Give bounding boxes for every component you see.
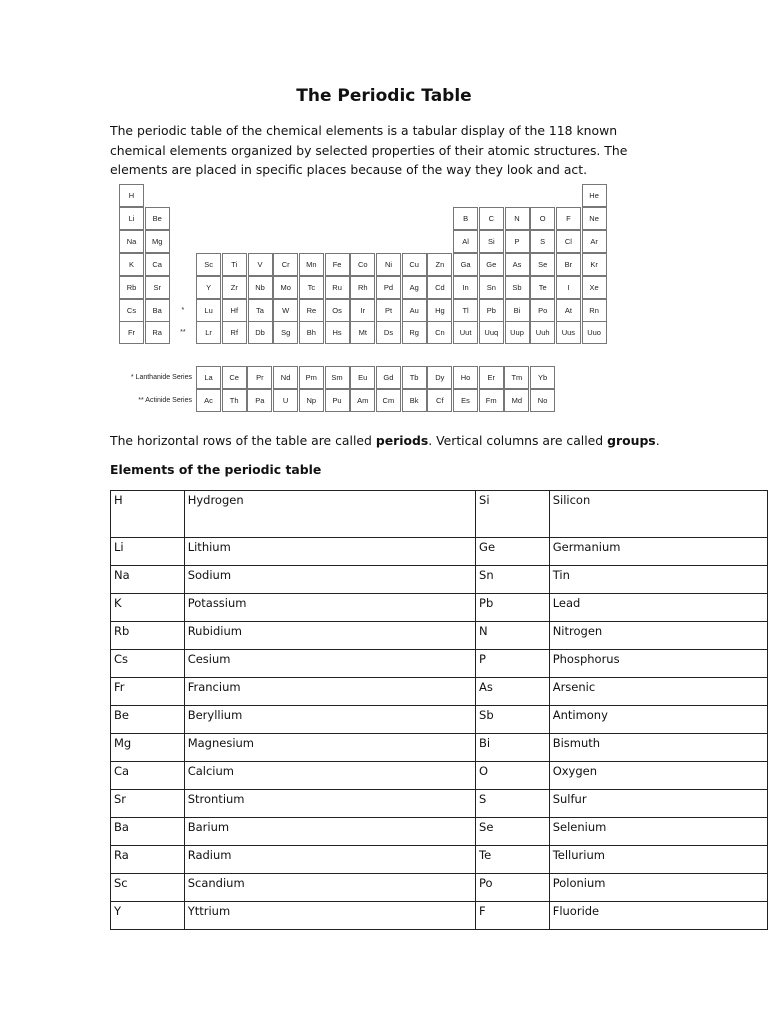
element-cell: Hg [427,299,452,322]
element-cell: B [453,207,478,230]
element-cell: Ag [402,276,427,299]
element-name: Silicon [549,491,767,538]
element-name: Rubidium [184,622,475,650]
element-name: Hydrogen [184,491,475,538]
element-cell: Br [556,253,581,276]
element-symbol: Be [111,706,185,734]
element-cell: Li [119,207,144,230]
element-name: Scandium [184,874,475,902]
element-cell: Cr [273,253,298,276]
element-cell: Rh [350,276,375,299]
element-cell: Uut [453,321,478,344]
element-cell: Uup [505,321,530,344]
element-name: Fluoride [549,902,767,930]
element-cell: Db [248,321,273,344]
actinide-cell: Pa [247,389,272,412]
element-cell: Fr [119,321,144,344]
lanthanide-cell: Pm [299,366,324,389]
actinide-cell: U [273,389,298,412]
element-cell: P [505,230,530,253]
element-symbol: Pb [476,594,550,622]
element-symbol: H [111,491,185,538]
element-name: Tellurium [549,846,767,874]
table-row [111,491,768,538]
elements-table [110,490,768,930]
element-cell: Na [119,230,144,253]
table-row [111,818,768,846]
actinide-cell: Md [504,389,529,412]
element-name: Tin [549,566,767,594]
lanthanide-cell: La [196,366,221,389]
element-name: Nitrogen [549,622,767,650]
lanthanide-series-label: * Lanthanide Series [130,374,192,381]
element-cell: Tc [299,276,324,299]
element-symbol: Mg [111,734,185,762]
element-symbol: As [476,678,550,706]
element-name: Lithium [184,538,475,566]
page-title: The Periodic Table [296,86,472,106]
element-name: Yttrium [184,902,475,930]
element-cell: Ge [479,253,504,276]
element-cell: He [582,184,607,207]
actinide-cell: Am [350,389,375,412]
table-row [111,734,768,762]
element-symbol: S [476,790,550,818]
element-cell: Se [530,253,555,276]
table-row [111,706,768,734]
element-cell: Hs [325,321,350,344]
element-symbol: N [476,622,550,650]
element-cell: Os [325,299,350,322]
table-row [111,566,768,594]
element-cell: W [273,299,298,322]
actinide-cell: Th [222,389,247,412]
element-cell: Lu [196,299,221,322]
lanthanide-cell: Gd [376,366,401,389]
periods-groups-sentence [110,433,660,448]
element-symbol: Ca [111,762,185,790]
element-cell: As [505,253,530,276]
element-cell: Pt [376,299,401,322]
element-symbol: K [111,594,185,622]
groups-term: groups [607,433,656,448]
element-cell: Pd [376,276,401,299]
lanthanide-cell: Er [479,366,504,389]
actinide-cell: Bk [402,389,427,412]
element-symbol: Po [476,874,550,902]
element-name: Polonium [549,874,767,902]
element-cell: Ga [453,253,478,276]
element-cell: Uus [556,321,581,344]
lanthanide-cell: Yb [530,366,555,389]
element-name: Sulfur [549,790,767,818]
actinide-cell: Pu [325,389,350,412]
element-name: Francium [184,678,475,706]
elements-table-heading: Elements of the periodic table [110,462,322,477]
actinide-cell: Fm [479,389,504,412]
table-row [111,538,768,566]
lanthanide-cell: Eu [350,366,375,389]
element-cell: Mn [299,253,324,276]
element-cell: Fe [325,253,350,276]
element-cell: Ni [376,253,401,276]
element-cell: Si [479,230,504,253]
element-cell: Ne [582,207,607,230]
actinide-cell: Es [453,389,478,412]
lanthanide-cell: Ce [222,366,247,389]
table-row [111,650,768,678]
element-cell: Po [530,299,555,322]
actinide-series-label: ** Actinide Series [138,397,192,404]
element-cell: At [556,299,581,322]
sentence-part-1: The horizontal rows of the table are called [110,433,376,448]
actinide-cell: Cf [427,389,452,412]
element-cell: Y [196,276,221,299]
element-cell: Ra [145,321,170,344]
element-cell: Ti [222,253,247,276]
element-name: Lead [549,594,767,622]
element-cell: Be [145,207,170,230]
element-name: Magnesium [184,734,475,762]
element-cell: Hf [222,299,247,322]
element-cell: Cn [427,321,452,344]
element-cell: In [453,276,478,299]
element-cell: Kr [582,253,607,276]
element-cell: Cu [402,253,427,276]
periods-term: periods [375,433,429,448]
element-cell: Ds [376,321,401,344]
element-symbol: Bi [476,734,550,762]
element-cell: Bh [299,321,324,344]
table-row [111,846,768,874]
sentence-part-2: . Vertical columns are called [428,433,608,448]
element-cell: Ba [145,299,170,322]
element-cell: Uuh [530,321,555,344]
element-cell: S [530,230,555,253]
element-cell: F [556,207,581,230]
element-cell: Mo [273,276,298,299]
lanthanide-cell: Pr [247,366,272,389]
element-cell: Sb [505,276,530,299]
element-name: Sodium [184,566,475,594]
element-symbol: Na [111,566,185,594]
element-cell: Zn [427,253,452,276]
element-symbol: F [476,902,550,930]
element-cell: Ta [248,299,273,322]
element-cell: Cl [556,230,581,253]
element-symbol: Te [476,846,550,874]
element-symbol: Sb [476,706,550,734]
element-cell: Rb [119,276,144,299]
lanthanide-cell: Ho [453,366,478,389]
table-row [111,874,768,902]
element-cell: Au [402,299,427,322]
actinide-cell: Ac [196,389,221,412]
element-cell: I [556,276,581,299]
element-cell: Ca [145,253,170,276]
element-symbol: Se [476,818,550,846]
element-cell: Sr [145,276,170,299]
element-symbol: Rb [111,622,185,650]
element-name: Bismuth [549,734,767,762]
element-symbol: Y [111,902,185,930]
element-cell: Re [299,299,324,322]
table-row [111,622,768,650]
lanthanide-cell: Dy [427,366,452,389]
element-cell: Nb [248,276,273,299]
element-name: Selenium [549,818,767,846]
element-name: Cesium [184,650,475,678]
element-cell: N [505,207,530,230]
element-cell: Cs [119,299,144,322]
element-cell: O [530,207,555,230]
element-cell: Uuo [582,321,607,344]
element-cell: Zr [222,276,247,299]
element-cell: V [248,253,273,276]
lanthanide-cell: Tb [402,366,427,389]
element-name: Antimony [549,706,767,734]
element-symbol: Fr [111,678,185,706]
element-name: Germanium [549,538,767,566]
element-cell: Ir [350,299,375,322]
element-symbol: O [476,762,550,790]
element-name: Phosphorus [549,650,767,678]
element-symbol: Sn [476,566,550,594]
element-cell: Bi [505,299,530,322]
element-cell: Mt [350,321,375,344]
element-cell: Mg [145,230,170,253]
table-row [111,594,768,622]
element-name: Oxygen [549,762,767,790]
actinide-cell: Cm [376,389,401,412]
element-cell: Lr [196,321,221,344]
element-cell: Te [530,276,555,299]
series-marker: * [181,306,185,314]
table-row [111,902,768,930]
element-name: Strontium [184,790,475,818]
sentence-part-3: . [655,433,660,448]
element-symbol: Sc [111,874,185,902]
element-cell: C [479,207,504,230]
element-cell: Xe [582,276,607,299]
element-cell: Pb [479,299,504,322]
element-cell: Tl [453,299,478,322]
lanthanide-cell: Sm [325,366,350,389]
element-name: Arsenic [549,678,767,706]
element-symbol: Ge [476,538,550,566]
element-name: Beryllium [184,706,475,734]
series-marker: ** [180,329,186,337]
element-name: Calcium [184,762,475,790]
element-cell: Ar [582,230,607,253]
table-row [111,790,768,818]
element-symbol: Li [111,538,185,566]
element-cell: Sg [273,321,298,344]
element-cell: Rf [222,321,247,344]
periodic-table-figure [0,0,768,420]
element-cell: Uuq [479,321,504,344]
table-row [111,678,768,706]
element-symbol: Si [476,491,550,538]
element-cell: Cd [427,276,452,299]
actinide-cell: No [530,389,555,412]
element-symbol: P [476,650,550,678]
element-symbol: Cs [111,650,185,678]
element-cell: Ru [325,276,350,299]
element-cell: Co [350,253,375,276]
element-cell: Sc [196,253,221,276]
lanthanide-cell: Nd [273,366,298,389]
element-symbol: Ra [111,846,185,874]
element-name: Radium [184,846,475,874]
element-cell: Sn [479,276,504,299]
actinide-cell: Np [299,389,324,412]
lanthanide-cell: Tm [504,366,529,389]
element-cell: Al [453,230,478,253]
element-name: Barium [184,818,475,846]
element-cell: Rn [582,299,607,322]
table-row [111,762,768,790]
element-cell: K [119,253,144,276]
element-cell: H [119,184,144,207]
element-symbol: Ba [111,818,185,846]
element-symbol: Sr [111,790,185,818]
intro-paragraph: The periodic table of the chemical elements is a tabular display of the 118 known chemical elements organized by selected properties of their atomic structures. The elements are placed in specific places because of the way they look and act. [110,123,628,177]
element-name: Potassium [184,594,475,622]
element-cell: Rg [402,321,427,344]
